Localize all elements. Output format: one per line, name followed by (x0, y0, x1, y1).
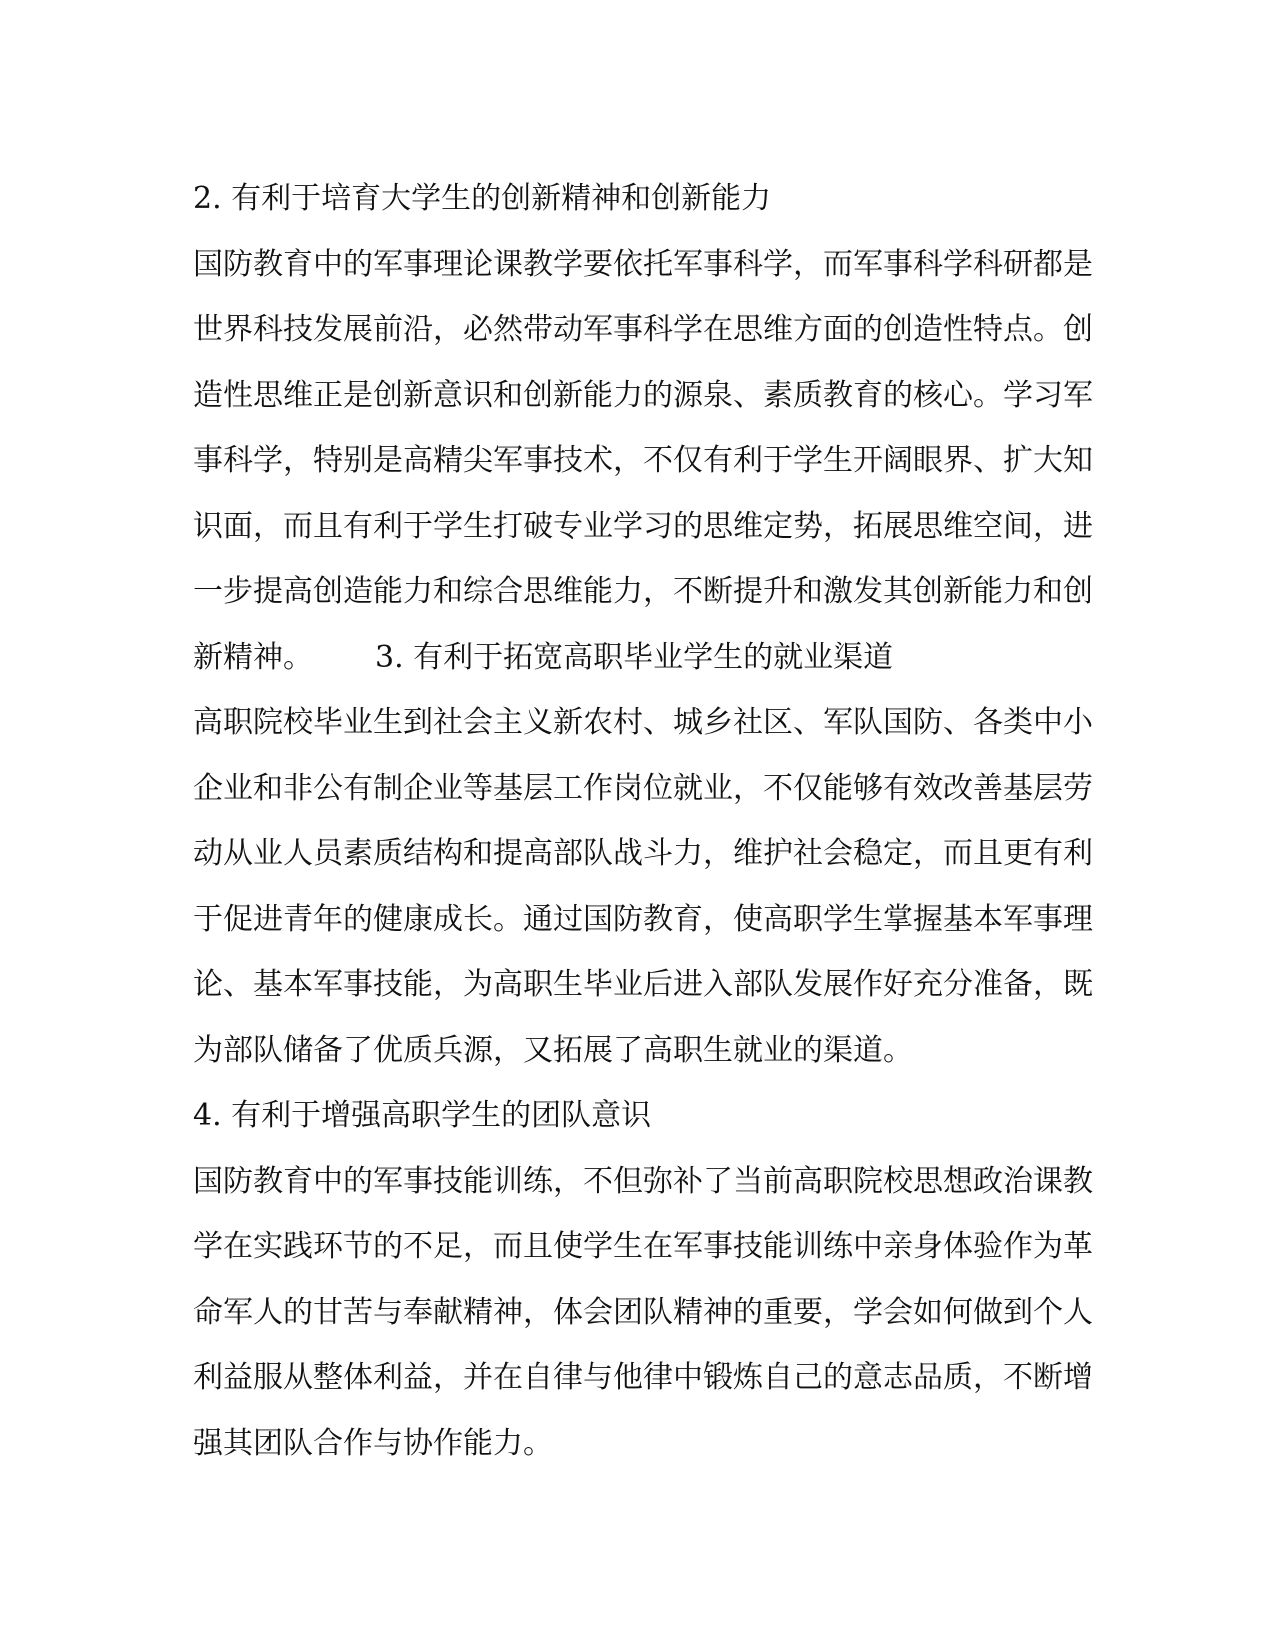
section-heading-2: 2. 有利于培育大学生的创新精神和创新能力 (193, 181, 772, 216)
paragraph-line: 学在实践环节的不足，而且使学生在军事技能训练中亲身体验作为革 (193, 1229, 1093, 1264)
paragraph-line: 世界科技发展前沿，必然带动军事科学在思维方面的创造性特点。创 (193, 312, 1093, 347)
paragraph-line: 国防教育中的军事理论课教学要依托军事科学，而军事科学科研都是 (193, 246, 1093, 282)
section-heading-3: 3. 有利于拓宽高职毕业学生的就业渠道 (375, 639, 894, 675)
paragraph-line: 一步提高创造能力和综合思维能力，不断提升和激发其创新能力和创 (193, 574, 1093, 609)
section-heading-4: 4. 有利于增强高职学生的团队意识 (193, 1098, 652, 1133)
paragraph-line: 强其团队合作与协作能力。 (193, 1425, 553, 1461)
paragraph-line: 利益服从整体利益，并在自律与他律中锻炼自己的意志品质，不断增 (193, 1360, 1093, 1395)
paragraph-line-with-heading (193, 625, 1073, 691)
paragraph-line: 企业和非公有制企业等基层工作岗位就业，不仅能够有效改善基层劳 (193, 770, 1093, 806)
paragraph-line: 论、基本军事技能，为高职生毕业后进入部队发展作好充分准备，既 (193, 967, 1093, 1002)
paragraph-line: 识面，而且有利于学生打破专业学习的思维定势，拓展思维空间，进 (193, 508, 1093, 544)
paragraph-line: 高职院校毕业生到社会主义新农村、城乡社区、军队国防、各类中小 (193, 705, 1093, 740)
document-body (193, 166, 1093, 1476)
paragraph-line: 命军人的甘苦与奉献精神，体会团队精神的重要，学会如何做到个人 (193, 1294, 1093, 1330)
paragraph-line: 造性思维正是创新意识和创新能力的源泉、素质教育的核心。学习军 (193, 377, 1093, 413)
paragraph-line: 动从业人员素质结构和提高部队战斗力，维护社会稳定，而且更有利 (193, 836, 1093, 871)
paragraph-tail: 新精神。 (193, 639, 313, 675)
paragraph-line: 国防教育中的军事技能训练，不但弥补了当前高职院校思想政治课教 (193, 1163, 1093, 1199)
paragraph-line: 于促进青年的健康成长。通过国防教育，使高职学生掌握基本军事理 (193, 901, 1093, 937)
paragraph-line: 事科学，特别是高精尖军事技术，不仅有利于学生开阔眼界、扩大知 (193, 443, 1093, 478)
paragraph-line: 为部队储备了优质兵源，又拓展了高职生就业的渠道。 (193, 1032, 913, 1068)
